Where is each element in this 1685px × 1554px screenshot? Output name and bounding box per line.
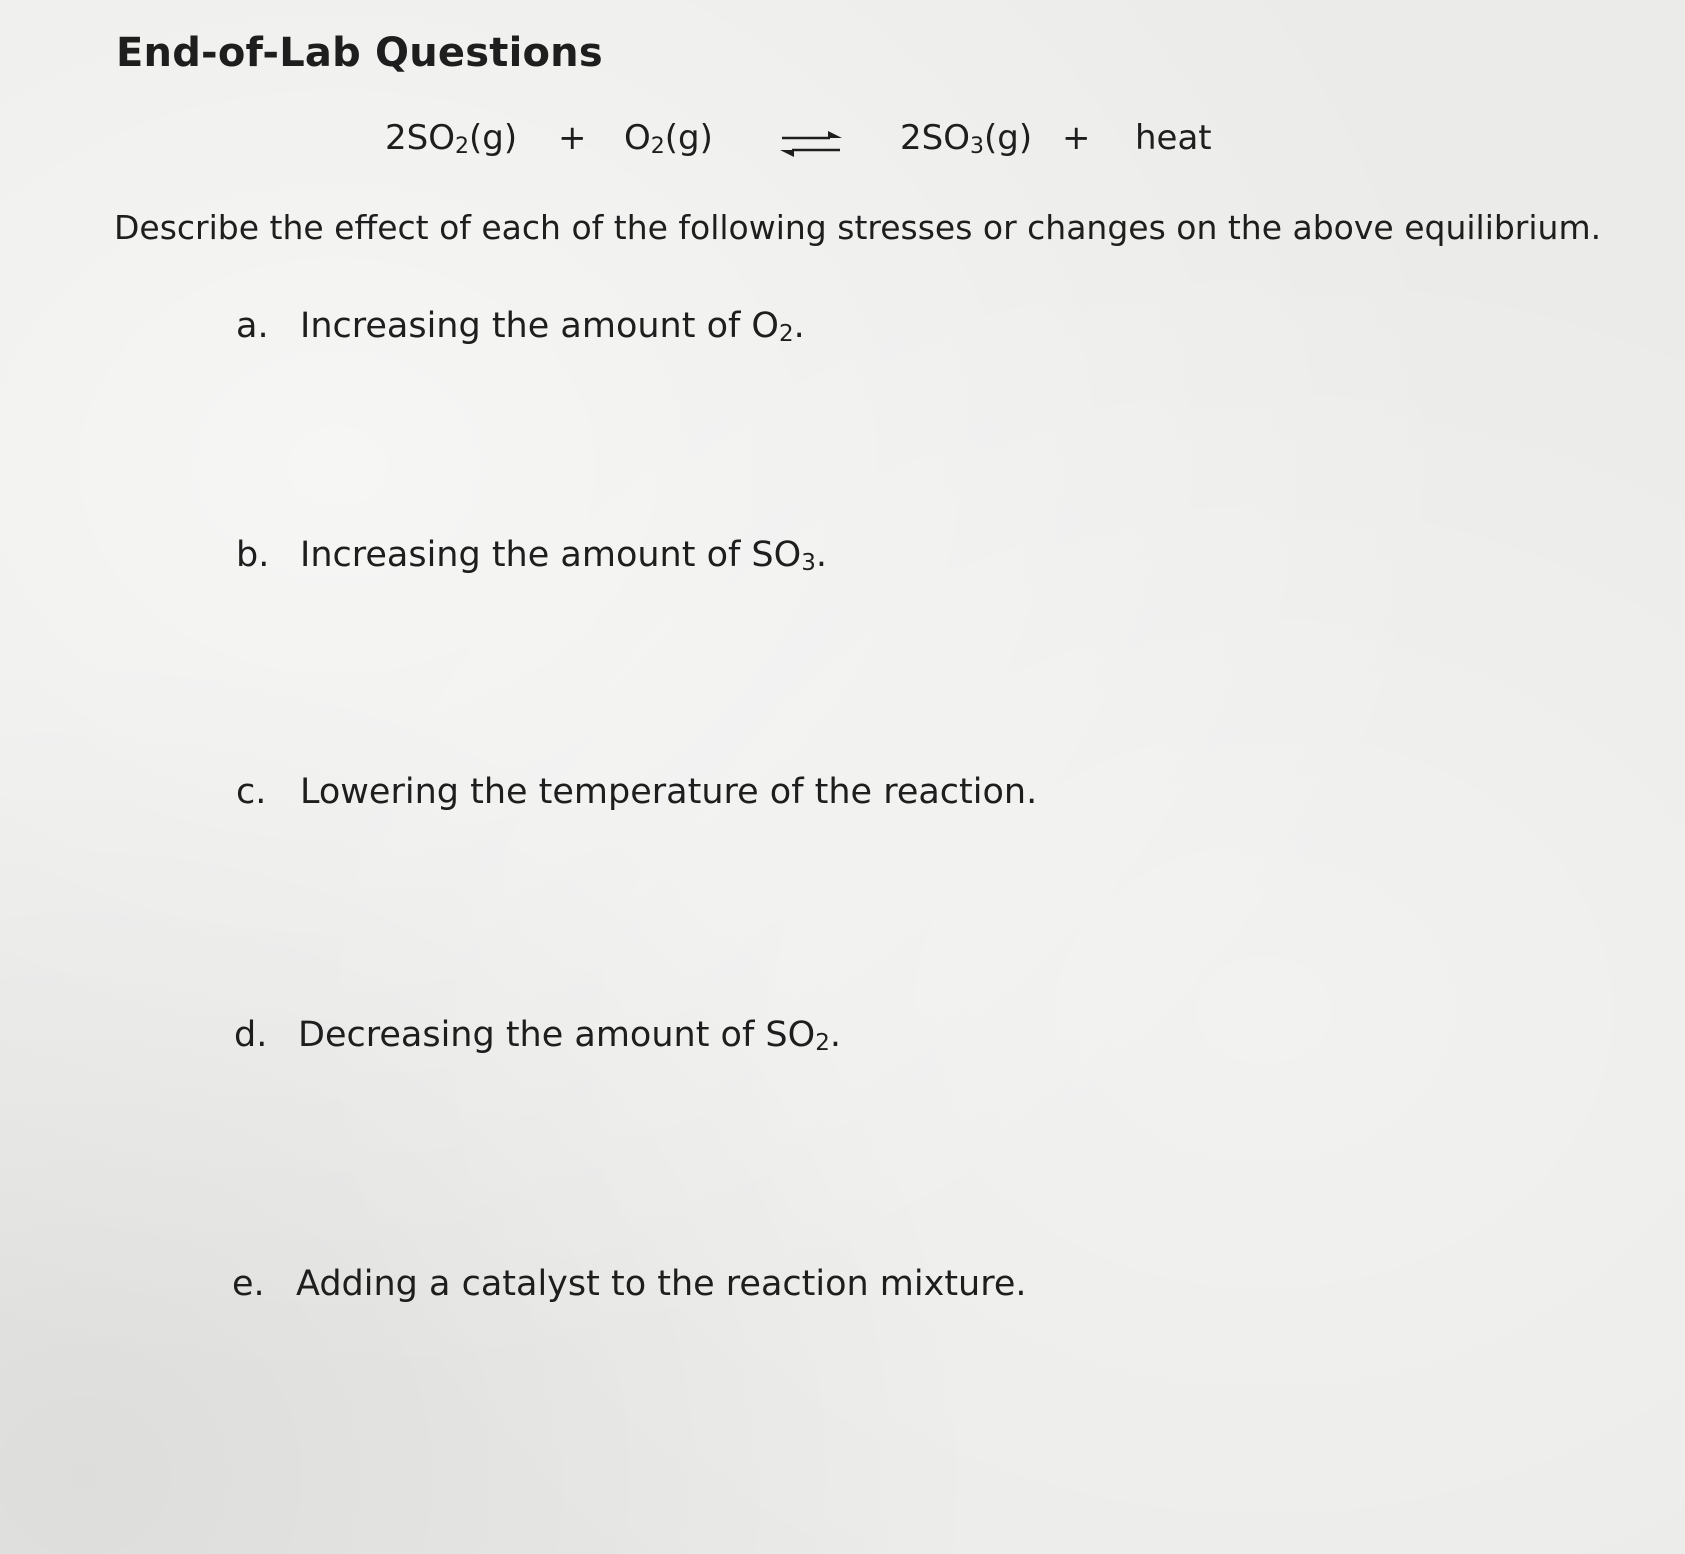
product-so3-state: (g) bbox=[983, 118, 1033, 158]
question-c-text: Lowering the temperature of the reaction. bbox=[300, 772, 1038, 812]
chemical-equation bbox=[0, 118, 1685, 178]
reactant-o2-subscript: 2 bbox=[650, 134, 665, 159]
reactant-so2-formula: 2SO bbox=[385, 118, 455, 158]
equilibrium-arrow-icon bbox=[780, 126, 842, 160]
product-heat: heat bbox=[1135, 118, 1212, 158]
question-a-end: . bbox=[793, 306, 805, 346]
question-c bbox=[236, 772, 1037, 812]
reactant-o2 bbox=[624, 118, 713, 159]
question-prompt: Describe the effect of each of the following stresses or changes on the above equilibrium. bbox=[114, 208, 1602, 247]
product-so3-subscript: 3 bbox=[969, 134, 984, 159]
question-e-text: Adding a catalyst to the reaction mixture. bbox=[296, 1264, 1027, 1304]
reactant-so2-subscript: 2 bbox=[454, 134, 469, 159]
reactant-o2-formula: O bbox=[624, 118, 651, 158]
question-b-end: . bbox=[815, 535, 827, 575]
page-title: End-of-Lab Questions bbox=[116, 30, 603, 76]
question-a-text: Increasing the amount of O bbox=[300, 306, 779, 346]
question-b-letter: b. bbox=[236, 535, 270, 575]
product-so3 bbox=[900, 118, 1032, 159]
reactant-so2 bbox=[385, 118, 517, 159]
question-d-end: . bbox=[829, 1015, 841, 1055]
plus-sign-2: + bbox=[1062, 118, 1091, 158]
question-d-letter: d. bbox=[234, 1015, 268, 1055]
product-so3-formula: 2SO bbox=[900, 118, 970, 158]
question-a-subscript: 2 bbox=[778, 321, 794, 347]
question-e bbox=[232, 1264, 1027, 1304]
question-b-subscript: 3 bbox=[801, 550, 816, 576]
plus-sign-1: + bbox=[558, 118, 587, 158]
reactant-o2-state: (g) bbox=[664, 118, 713, 158]
question-d-text: Decreasing the amount of SO bbox=[298, 1015, 816, 1055]
question-b bbox=[236, 535, 827, 576]
question-a-letter: a. bbox=[236, 306, 269, 346]
question-e-letter: e. bbox=[232, 1264, 265, 1304]
reactant-so2-state: (g) bbox=[468, 118, 518, 158]
question-d-subscript: 2 bbox=[815, 1030, 830, 1056]
question-a bbox=[236, 306, 805, 347]
question-d bbox=[234, 1015, 841, 1056]
question-b-text: Increasing the amount of SO bbox=[300, 535, 802, 575]
question-c-letter: c. bbox=[236, 772, 267, 812]
